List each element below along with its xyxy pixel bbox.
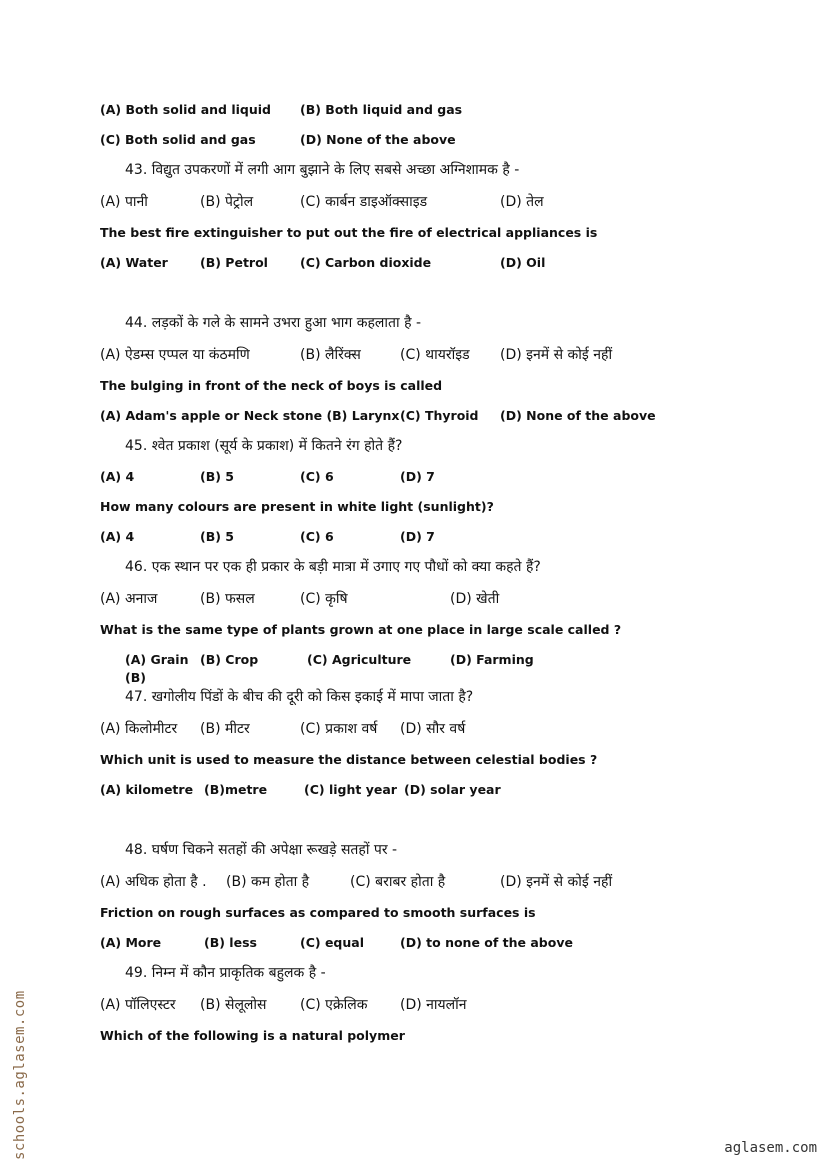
option-text: (A) अनाज: [100, 591, 158, 607]
option-text: (A) किलोमीटर: [100, 721, 178, 737]
option-text: (A) पानी: [100, 194, 148, 210]
option-text: (A) kilometre: [100, 782, 194, 797]
option-text: (B)metre: [204, 782, 268, 797]
question-line: 47. खगोलीय पिंडों के बीच की दूरी को किस इकाई में मापा जाता है?: [125, 689, 474, 705]
option-text: (A) Both solid and liquid: [100, 102, 271, 117]
option-text: (A) पॉलिएस्टर: [100, 997, 176, 1013]
option-text: (D) इनमें से कोई नहीं: [500, 874, 613, 890]
question-line: 44. लड़कों के गले के सामने उभरा हुआ भाग कहलाता है -: [125, 315, 422, 331]
option-text: (D) खेती: [450, 591, 500, 607]
question-line: 48. घर्षण चिकने सतहों की अपेक्षा रूखड़े सतहों पर -: [125, 842, 398, 858]
option-text: (B) 5: [200, 469, 235, 484]
option-text: (D) नायलॉन: [400, 997, 467, 1013]
footer-watermark: aglasem.com: [724, 1140, 817, 1156]
question-line: 46. एक स्थान पर एक ही प्रकार के बड़ी मात्रा में उगाए गए पौधों को क्या कहते हैं?: [125, 559, 541, 575]
option-text: (B) less: [204, 935, 257, 950]
option-text: (D) सौर वर्ष: [400, 721, 466, 737]
option-text: (C) light year: [304, 782, 397, 797]
option-text: (C) प्रकाश वर्ष: [300, 721, 378, 737]
option-text: (C) 6: [300, 529, 334, 544]
option-text: (B) पेट्रोल: [200, 194, 254, 210]
option-text: (A) अधिक होता है .: [100, 874, 207, 890]
question-line: What is the same type of plants grown at one place in large scale called ?: [100, 622, 622, 637]
option-text: (B) मीटर: [200, 721, 250, 737]
question-line: 45. श्वेत प्रकाश (सूर्य के प्रकाश) में कितने रंग होते हैं?: [125, 438, 403, 454]
question-line: Which unit is used to measure the distance between celestial bodies ?: [100, 752, 598, 767]
option-text: (C) Thyroid: [400, 408, 479, 423]
option-text: (C) कार्बन डाइऑक्साइड: [300, 194, 428, 210]
side-watermark: schools.aglasem.com: [12, 990, 28, 1160]
option-text: (C) 6: [300, 469, 334, 484]
option-text: (C) कृषि: [300, 591, 348, 607]
option-text: (A) Grain: [125, 652, 189, 667]
option-text: (D) solar year: [404, 782, 501, 797]
option-text: (B) 5: [200, 529, 235, 544]
option-text: (B) Both liquid and gas: [300, 102, 463, 117]
option-text: (C) Carbon dioxide: [300, 255, 432, 270]
option-text: (B) फसल: [200, 591, 255, 607]
option-text: (D) 7: [400, 469, 435, 484]
option-text: (B) Crop: [200, 652, 259, 667]
option-text: (C) थायरॉइड: [400, 347, 470, 363]
question-line: How many colours are present in white light (sunlight)?: [100, 499, 494, 514]
question-line: (B): [125, 670, 146, 685]
option-text: (D) None of the above: [500, 408, 656, 423]
option-text: (D) 7: [400, 529, 435, 544]
option-text: (B) सेलूलोस: [200, 997, 267, 1013]
option-text: (C) equal: [300, 935, 364, 950]
option-text: (D) None of the above: [300, 132, 456, 147]
option-text: (C) बराबर होता है: [350, 874, 446, 890]
option-text: (C) Agriculture: [307, 652, 412, 667]
option-text: (A) 4: [100, 529, 135, 544]
option-text: (B) Petrol: [200, 255, 268, 270]
option-text: (A) Water: [100, 255, 168, 270]
option-text: (B) लैरिंक्स: [300, 347, 361, 363]
option-text: (D) Oil: [500, 255, 546, 270]
question-line: Friction on rough surfaces as compared to smooth surfaces is: [100, 905, 536, 920]
option-text: (D) Farming: [450, 652, 534, 667]
option-text: (D) इनमें से कोई नहीं: [500, 347, 613, 363]
question-line: The bulging in front of the neck of boys is called: [100, 378, 443, 393]
question-line: Which of the following is a natural polymer: [100, 1028, 405, 1043]
option-text: (C) एक्रेलिक: [300, 997, 368, 1013]
option-text: (D) to none of the above: [400, 935, 573, 950]
question-line: The best fire extinguisher to put out the fire of electrical appliances is: [100, 225, 598, 240]
option-text: (A) Adam's apple or Neck stone (B) Larynx: [100, 408, 400, 423]
question-line: 49. निम्न में कौन प्राकृतिक बहुलक है -: [125, 965, 326, 981]
option-text: (A) More: [100, 935, 162, 950]
option-text: (A) 4: [100, 469, 135, 484]
question-line: 43. विद्युत उपकरणों में लगी आग बुझाने के लिए सबसे अच्छा अग्निशामक है -: [125, 162, 520, 178]
option-text: (C) Both solid and gas: [100, 132, 256, 147]
option-text: (A) ऐडम्स एप्पल या कंठमणि: [100, 347, 250, 363]
option-text: (B) कम होता है: [226, 874, 310, 890]
option-text: (D) तेल: [500, 194, 544, 210]
